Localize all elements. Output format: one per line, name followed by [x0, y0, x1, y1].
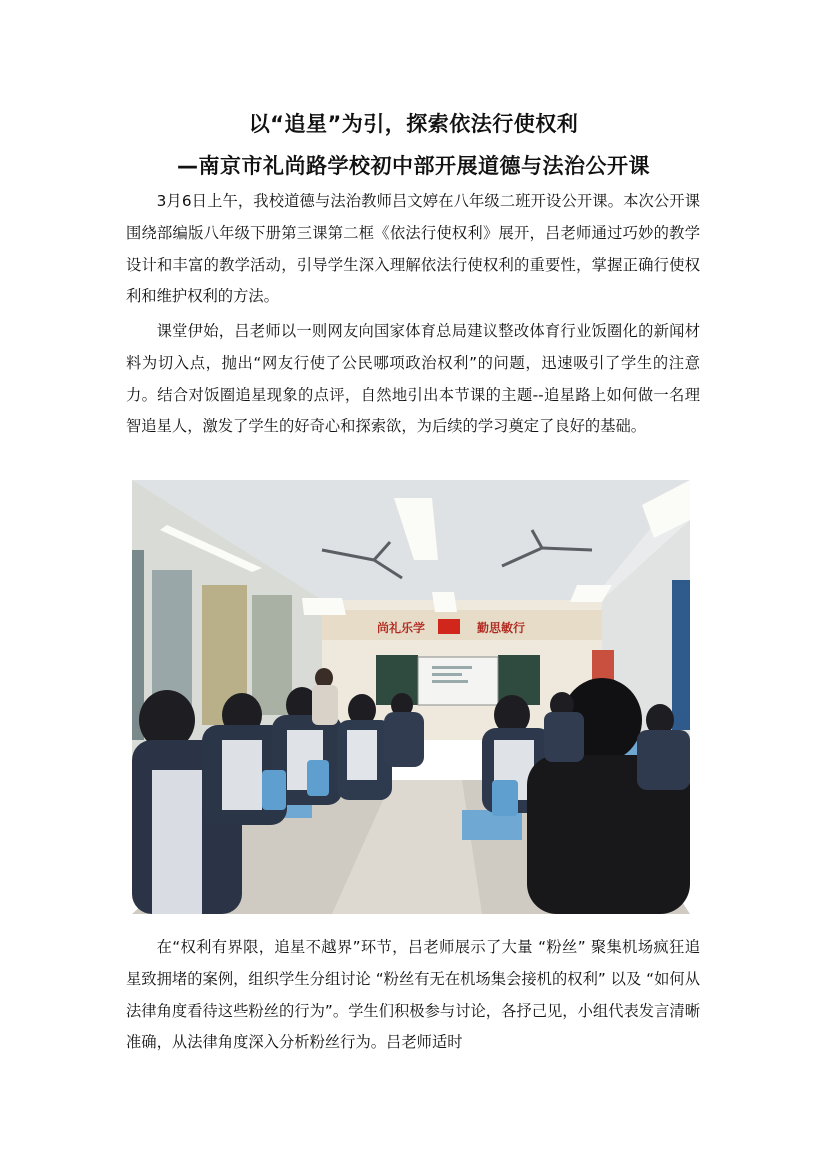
- paragraph-3: 在“权利有界限，追星不越界”环节，吕老师展示了大量 “粉丝” 聚集机场疯狂追星致拥堵的案例，组织学生分组讨论 “粉丝有无在机场集会接机的权利” 以及 “如何从法律角度看待这些粉丝的行为”。学生们积极参与讨论，各抒己见，小组代表发言清晰准确，从法律角度深入分析粉丝行为。吕老师适时: [126, 938, 700, 1052]
- classroom-photo: [132, 480, 690, 914]
- paragraph-2: 课堂伊始，吕老师以一则网友向国家体育总局建议整改体育行业饭圈化的新闻材料为切入点，抛出“网友行使了公民哪项政治权利”的问题，迅速吸引了学生的注意力。结合对饭圈追星现象的点评，自然地引出本节课的主题--追星路上如何做一名理智追星人，激发了学生的好奇心和探索欲，为后续的学习奠定了良好的基础。: [126, 322, 700, 436]
- article-subtitle: —南京市礼尚路学校初中部开展道德与法治公开课: [177, 154, 650, 178]
- article-title: 以“追星”为引，探索依法行使权利: [248, 112, 579, 136]
- paragraph-1: 3月6日上午，我校道德与法治教师吕文婷在八年级二班开设公开课。本次公开课围绕部编版八年级下册第三课第二框《依法行使权利》展开，吕老师通过巧妙的教学设计和丰富的教学活动，引导学生深入理解依法行使权利的重要性，掌握正确行使权利和维护权利的方法。: [126, 192, 700, 306]
- flag-icon: [438, 619, 460, 634]
- banner-left-text: 尚礼乐学: [377, 621, 426, 635]
- banner-right-text: 勤思敏行: [477, 621, 526, 635]
